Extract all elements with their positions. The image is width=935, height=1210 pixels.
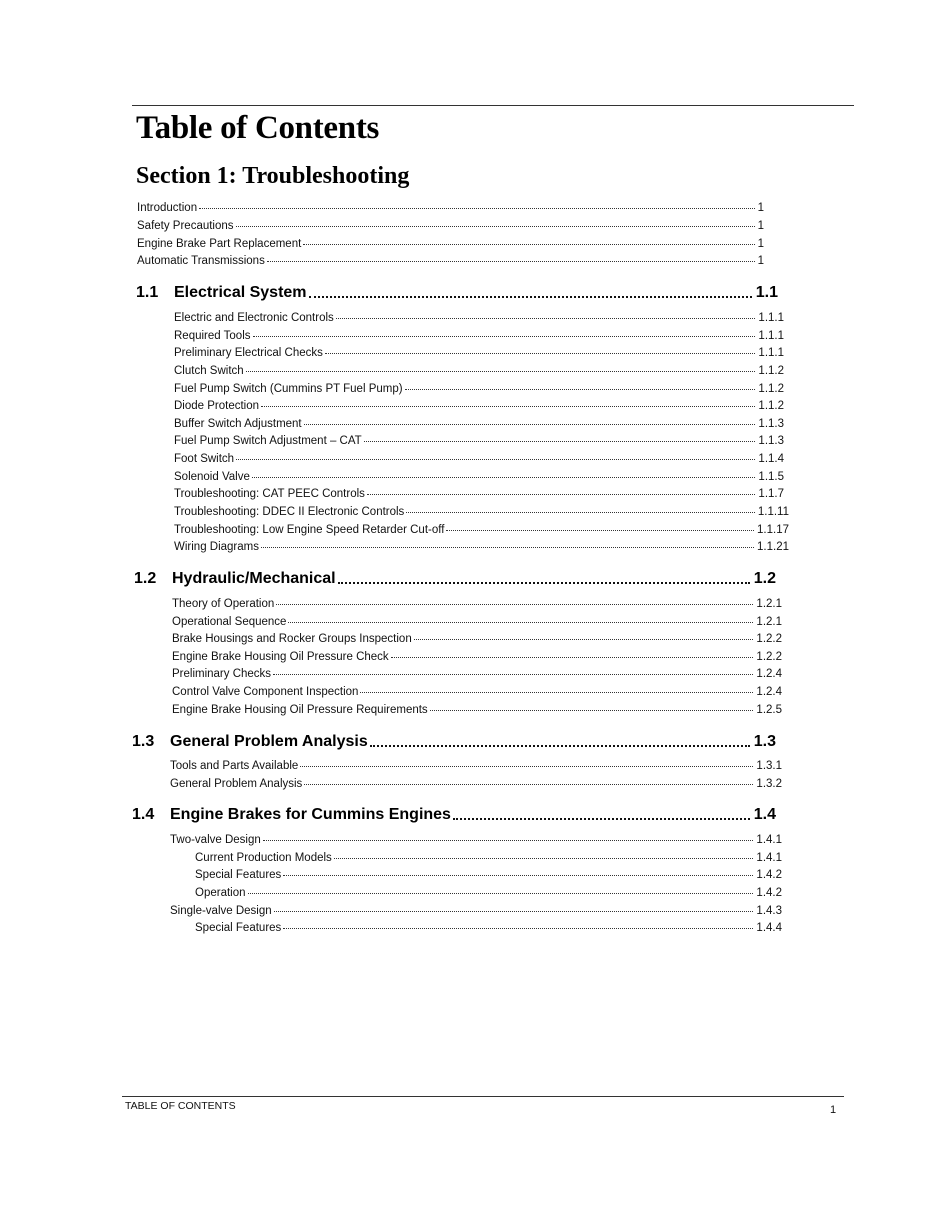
toc-entry[interactable] bbox=[172, 615, 782, 629]
toc-entry-page: 1.4.1 bbox=[756, 834, 782, 846]
dot-leader bbox=[236, 226, 755, 227]
toc-entry[interactable] bbox=[174, 540, 789, 554]
toc-entry-page: 1.2.1 bbox=[756, 598, 782, 610]
toc-entry-label: Electric and Electronic Controls bbox=[174, 312, 334, 324]
toc-entry-label: Foot Switch bbox=[174, 453, 235, 465]
dot-leader bbox=[414, 639, 754, 640]
toc-chapter-electrical-system[interactable] bbox=[136, 283, 778, 303]
toc-entry-page: 1.4.3 bbox=[756, 905, 782, 917]
dot-leader bbox=[453, 818, 750, 820]
dot-leader bbox=[273, 674, 753, 675]
toc-entry[interactable] bbox=[174, 505, 789, 519]
dot-leader bbox=[263, 840, 754, 841]
toc-entry[interactable] bbox=[172, 685, 782, 699]
toc-entry-page: 1 bbox=[757, 255, 764, 267]
toc-entry-automatic-transmissions[interactable] bbox=[137, 254, 764, 268]
dot-leader bbox=[406, 512, 755, 513]
chapter-page: 1.1 bbox=[755, 284, 778, 301]
toc-entry[interactable] bbox=[172, 597, 782, 611]
toc-entry-label: Preliminary Checks bbox=[172, 668, 272, 680]
toc-entry[interactable] bbox=[174, 523, 789, 537]
toc-entry-label: Engine Brake Part Replacement bbox=[137, 238, 302, 250]
toc-entry[interactable] bbox=[170, 759, 782, 773]
dot-leader bbox=[288, 622, 753, 623]
dot-leader bbox=[405, 389, 756, 390]
toc-entry-label: General Problem Analysis bbox=[170, 778, 303, 790]
chapter-number: 1.4 bbox=[132, 806, 155, 823]
header-rule bbox=[132, 105, 854, 106]
toc-entry-label: Theory of Operation bbox=[172, 598, 275, 610]
toc-entry-page: 1.2.2 bbox=[756, 651, 782, 663]
toc-entry[interactable] bbox=[174, 487, 784, 501]
toc-entry-label: Operational Sequence bbox=[172, 616, 287, 628]
dot-leader bbox=[252, 477, 756, 478]
toc-entry-page: 1.2.4 bbox=[756, 686, 782, 698]
toc-entry-label: Wiring Diagrams bbox=[174, 541, 259, 553]
toc-entry[interactable] bbox=[174, 382, 784, 396]
dot-leader bbox=[283, 875, 753, 876]
toc-entry-page: 1.3.2 bbox=[756, 778, 782, 790]
toc-entry-page: 1.2.4 bbox=[756, 668, 782, 680]
toc-entry-label: Two-valve Design bbox=[170, 834, 261, 846]
toc-entry-label: Brake Housings and Rocker Groups Inspection bbox=[172, 633, 412, 645]
toc-entry-label: Fuel Pump Switch Adjustment – CAT bbox=[174, 435, 362, 447]
section-title: Section 1: Troubleshooting bbox=[136, 163, 410, 189]
toc-entry-label: Special Features bbox=[195, 869, 282, 881]
dot-leader bbox=[304, 784, 753, 785]
dot-leader bbox=[300, 766, 753, 767]
toc-entry-introduction[interactable] bbox=[137, 201, 764, 215]
toc-entry-level-2[interactable] bbox=[195, 921, 782, 935]
toc-entry-level-2[interactable] bbox=[195, 868, 782, 882]
toc-entry-label: Clutch Switch bbox=[174, 365, 244, 377]
toc-entry-label: Engine Brake Housing Oil Pressure Requirements bbox=[172, 704, 428, 716]
toc-entry-page: 1.4.4 bbox=[756, 922, 782, 934]
toc-entry-label: Solenoid Valve bbox=[174, 471, 250, 483]
dot-leader bbox=[391, 657, 754, 658]
toc-entry-page: 1.4.1 bbox=[756, 852, 782, 864]
toc-entry-label: Automatic Transmissions bbox=[137, 255, 265, 267]
toc-entry[interactable] bbox=[174, 417, 784, 431]
toc-chapter-engine-brakes-cummins[interactable] bbox=[132, 805, 776, 825]
chapter-title: Hydraulic/Mechanical bbox=[172, 570, 336, 587]
toc-entry[interactable] bbox=[174, 399, 784, 413]
dot-leader bbox=[446, 530, 754, 531]
toc-entry-label: Engine Brake Housing Oil Pressure Check bbox=[172, 651, 389, 663]
toc-entry-page: 1.1.5 bbox=[758, 471, 784, 483]
toc-entry-page: 1.1.11 bbox=[757, 506, 789, 518]
toc-entry[interactable] bbox=[174, 434, 784, 448]
toc-entry-page: 1.1.2 bbox=[758, 400, 784, 412]
toc-entry-level-1[interactable] bbox=[170, 833, 782, 847]
chapter-page: 1.2 bbox=[753, 570, 776, 587]
footer-label: TABLE OF CONTENTS bbox=[125, 1100, 236, 1112]
toc-entry-label: Single-valve Design bbox=[170, 905, 272, 917]
dot-leader bbox=[334, 858, 754, 859]
toc-entry[interactable] bbox=[172, 703, 782, 717]
toc-entry-page: 1.1.1 bbox=[758, 330, 784, 342]
toc-entry-label: Special Features bbox=[195, 922, 282, 934]
dot-leader bbox=[274, 911, 754, 912]
toc-entry-page: 1.1.21 bbox=[757, 541, 789, 553]
dot-leader bbox=[430, 710, 754, 711]
dot-leader bbox=[199, 208, 754, 209]
toc-entry-page: 1.1.1 bbox=[758, 347, 784, 359]
dot-leader bbox=[261, 547, 754, 548]
toc-entry-label: Diode Protection bbox=[174, 400, 260, 412]
toc-entry-page: 1.1.2 bbox=[758, 365, 784, 377]
toc-entry-page: 1.2.2 bbox=[756, 633, 782, 645]
toc-chapter-general-problem-analysis[interactable] bbox=[132, 732, 776, 752]
toc-entry-page: 1.1.2 bbox=[758, 383, 784, 395]
toc-entry-page: 1.4.2 bbox=[756, 869, 782, 881]
chapter-title: Electrical System bbox=[174, 284, 307, 301]
dot-leader bbox=[325, 353, 756, 354]
dot-leader bbox=[336, 318, 756, 319]
toc-entry-page: 1.1.3 bbox=[758, 435, 784, 447]
dot-leader bbox=[248, 893, 754, 894]
toc-entry-level-1[interactable] bbox=[170, 904, 782, 918]
toc-entry[interactable] bbox=[172, 667, 782, 681]
toc-entry-page: 1 bbox=[757, 220, 764, 232]
dot-leader bbox=[261, 406, 755, 407]
toc-entry-page: 1.1.7 bbox=[758, 488, 784, 500]
dot-leader bbox=[367, 494, 756, 495]
toc-entry-page: 1 bbox=[757, 238, 764, 250]
dot-leader bbox=[370, 745, 750, 747]
document-title: Table of Contents bbox=[136, 110, 380, 146]
toc-chapter-hydraulic-mechanical[interactable] bbox=[134, 569, 776, 589]
dot-leader bbox=[364, 441, 756, 442]
toc-entry-label: Preliminary Electrical Checks bbox=[174, 347, 323, 359]
toc-entry-level-2[interactable] bbox=[195, 886, 782, 900]
dot-leader bbox=[253, 336, 756, 337]
toc-entry-safety-precautions[interactable] bbox=[137, 219, 764, 233]
dot-leader bbox=[309, 296, 752, 298]
dot-leader bbox=[267, 261, 755, 262]
toc-entry-label: Troubleshooting: CAT PEEC Controls bbox=[174, 488, 365, 500]
toc-entry-page: 1.3.1 bbox=[756, 760, 782, 772]
dot-leader bbox=[283, 928, 753, 929]
chapter-number: 1.3 bbox=[132, 733, 155, 750]
toc-entry[interactable] bbox=[172, 632, 782, 646]
dot-leader bbox=[303, 244, 754, 245]
toc-entry[interactable] bbox=[170, 777, 782, 791]
toc-entry[interactable] bbox=[174, 470, 784, 484]
toc-entry[interactable] bbox=[174, 346, 784, 360]
footer-rule bbox=[122, 1096, 844, 1097]
toc-entry-engine-brake-part-replacement[interactable] bbox=[137, 237, 764, 251]
toc-entry-page: 1.1.4 bbox=[758, 453, 784, 465]
toc-entry-label: Operation bbox=[195, 887, 246, 899]
toc-entry[interactable] bbox=[174, 311, 784, 325]
toc-entry-label: Introduction bbox=[137, 202, 198, 214]
toc-entry-label: Current Production Models bbox=[195, 852, 332, 864]
chapter-page: 1.3 bbox=[753, 733, 776, 750]
toc-entry[interactable] bbox=[174, 364, 784, 378]
toc-entry-page: 1.2.5 bbox=[756, 704, 782, 716]
toc-entry[interactable] bbox=[172, 650, 782, 664]
dot-leader bbox=[246, 371, 756, 372]
toc-entry-label: Required Tools bbox=[174, 330, 251, 342]
toc-entry-level-2[interactable] bbox=[195, 851, 782, 865]
toc-entry-label: Safety Precautions bbox=[137, 220, 234, 232]
chapter-number: 1.2 bbox=[134, 570, 157, 587]
dot-leader bbox=[236, 459, 755, 460]
dot-leader bbox=[360, 692, 753, 693]
toc-entry-page: 1.2.1 bbox=[756, 616, 782, 628]
chapter-number: 1.1 bbox=[136, 284, 159, 301]
dot-leader bbox=[276, 604, 753, 605]
toc-entry-page: 1 bbox=[757, 202, 764, 214]
footer-page-number: 1 bbox=[830, 1104, 837, 1116]
toc-entry[interactable] bbox=[174, 452, 784, 466]
toc-entry-label: Tools and Parts Available bbox=[170, 760, 299, 772]
toc-entry-label: Troubleshooting: DDEC II Electronic Controls bbox=[174, 506, 405, 518]
toc-entry-label: Fuel Pump Switch (Cummins PT Fuel Pump) bbox=[174, 383, 403, 395]
toc-entry-page: 1.1.3 bbox=[758, 418, 784, 430]
chapter-page: 1.4 bbox=[753, 806, 776, 823]
chapter-title: Engine Brakes for Cummins Engines bbox=[170, 806, 451, 823]
toc-entry-page: 1.4.2 bbox=[756, 887, 782, 899]
toc-entry-label: Control Valve Component Inspection bbox=[172, 686, 359, 698]
dot-leader bbox=[304, 424, 756, 425]
dot-leader bbox=[338, 582, 750, 584]
toc-entry-page: 1.1.17 bbox=[757, 524, 789, 536]
toc-entry-page: 1.1.1 bbox=[758, 312, 784, 324]
chapter-title: General Problem Analysis bbox=[170, 733, 368, 750]
toc-entry-label: Buffer Switch Adjustment bbox=[174, 418, 302, 430]
toc-entry-label: Troubleshooting: Low Engine Speed Retarder Cut-off bbox=[174, 524, 445, 536]
toc-entry[interactable] bbox=[174, 329, 784, 343]
